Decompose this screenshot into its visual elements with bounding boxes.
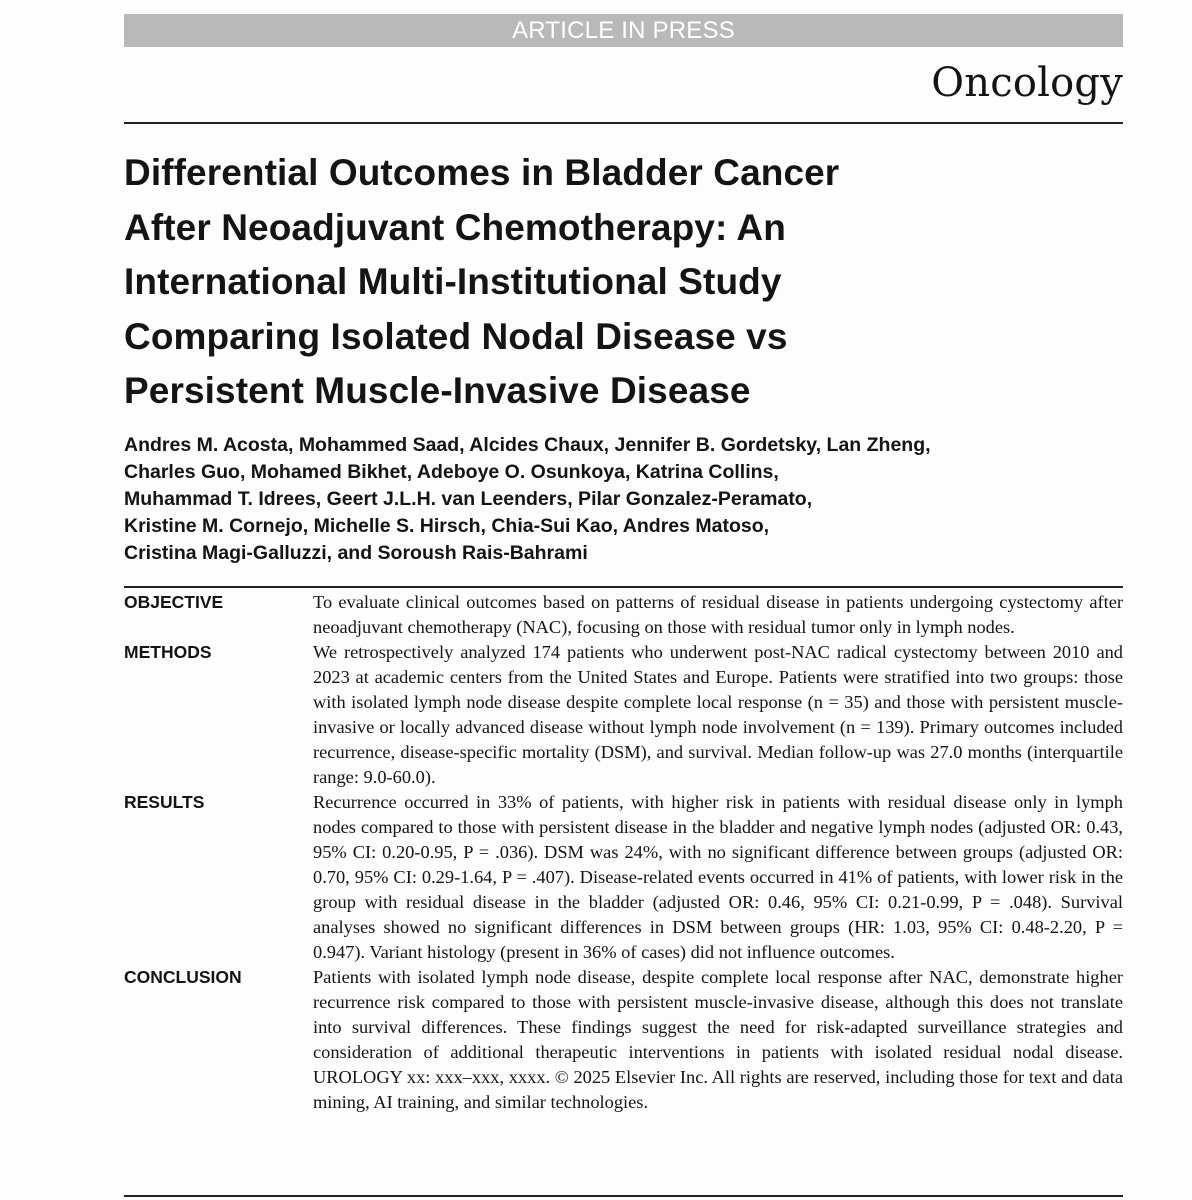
title-line: Differential Outcomes in Bladder Cancer <box>124 152 840 193</box>
header-rule <box>124 122 1123 124</box>
article-in-press-banner: ARTICLE IN PRESS <box>124 14 1123 47</box>
title-line: After Neoadjuvant Chemotherapy: An <box>124 206 786 248</box>
abstract-conclusion <box>124 965 1123 1115</box>
journal-section-name: Oncology <box>931 60 1123 106</box>
abstract-methods <box>124 640 1123 790</box>
author-line: Charles Guo, Mohamed Bikhet, Adeboye O. Osunkoya, Katrina Collins, <box>124 461 779 483</box>
structured-abstract <box>124 590 1123 1115</box>
section-label-objective: OBJECTIVE <box>124 592 224 612</box>
title-line: Comparing Isolated Nodal Disease vs <box>124 315 788 357</box>
author-line: Andres M. Acosta, Mohammed Saad, Alcides Chaux, Jennifer B. Gordetsky, Lan Zheng, <box>124 434 931 456</box>
author-line: Cristina Magi-Galluzzi, and Soroush Rais-Bahrami <box>124 542 588 564</box>
author-list <box>124 432 1123 567</box>
section-label-results: RESULTS <box>124 792 205 812</box>
article-title <box>124 146 1084 419</box>
footer-rule <box>124 1195 1123 1197</box>
title-line: Persistent Muscle-Invasive Disease <box>124 370 751 411</box>
abstract-results <box>124 790 1123 965</box>
abstract-objective <box>124 590 1123 640</box>
section-text-results: Recurrence occurred in 33% of patients, with higher risk in patients with residual disease only in lymph nodes compared to those with persistent disease in the bladder and negative lymph nodes (adjusted OR: 0.43, 95% CI: 0.20-0.95, P = .036). DSM was 24%, with no significant difference between groups (adjusted OR: 0.70, 95% CI: 0.29-1.64, P = .407). Disease-related events occurred in 41% of patients, with lower risk in the group with residual disease in the bladder (adjusted OR: 0.46, 95% CI: 0.21-0.99, P = .048). Survival analyses showed no significant differences in DSM between groups (HR: 1.03, 95% CI: 0.48-2.20, P = 0.947). Variant histology (present in 36% of cases) did not influence outcomes. <box>313 792 1123 962</box>
section-label-methods: METHODS <box>124 642 212 662</box>
author-line: Kristine M. Cornejo, Michelle S. Hirsch, Chia-Sui Kao, Andres Matoso, <box>124 515 770 537</box>
author-line: Muhammad T. Idrees, Geert J.L.H. van Leenders, Pilar Gonzalez-Peramato, <box>124 488 813 510</box>
section-text-conclusion: Patients with isolated lymph node disease, despite complete local response after NAC, demonstrate higher recurrence risk compared to those with persistent muscle-invasive disease, although this does not translate into survival differences. These findings suggest the need for risk-adapted surveillance strategies and consideration of additional therapeutic interventions in patients with isolated residual nodal disease. UROLOGY xx: xxx–xxx, xxxx. © 2025 Elsevier Inc. All rights are reserved, including those for text and data mining, AI training, and similar technologies. <box>313 967 1123 1112</box>
abstract-rule <box>124 586 1123 588</box>
section-label-conclusion: CONCLUSION <box>124 967 242 987</box>
section-text-methods: We retrospectively analyzed 174 patients who underwent post-NAC radical cystectomy between 2010 and 2023 at academic centers from the United States and Europe. Patients were stratified into two groups: those with isolated lymph node disease despite complete local response (n = 35) and those with persistent muscle-invasive or locally advanced disease without lymph node involvement (n = 139). Primary outcomes included recurrence, disease-specific mortality (DSM), and survival. Median follow-up was 27.0 months (interquartile range: 9.0-60.0). <box>313 642 1123 787</box>
section-text-objective: To evaluate clinical outcomes based on patterns of residual disease in patients undergoing cystectomy after neoadjuvant chemotherapy (NAC), focusing on those with residual tumor only in lymph nodes. <box>313 592 1123 637</box>
title-line: International Multi-Institutional Study <box>124 261 782 302</box>
